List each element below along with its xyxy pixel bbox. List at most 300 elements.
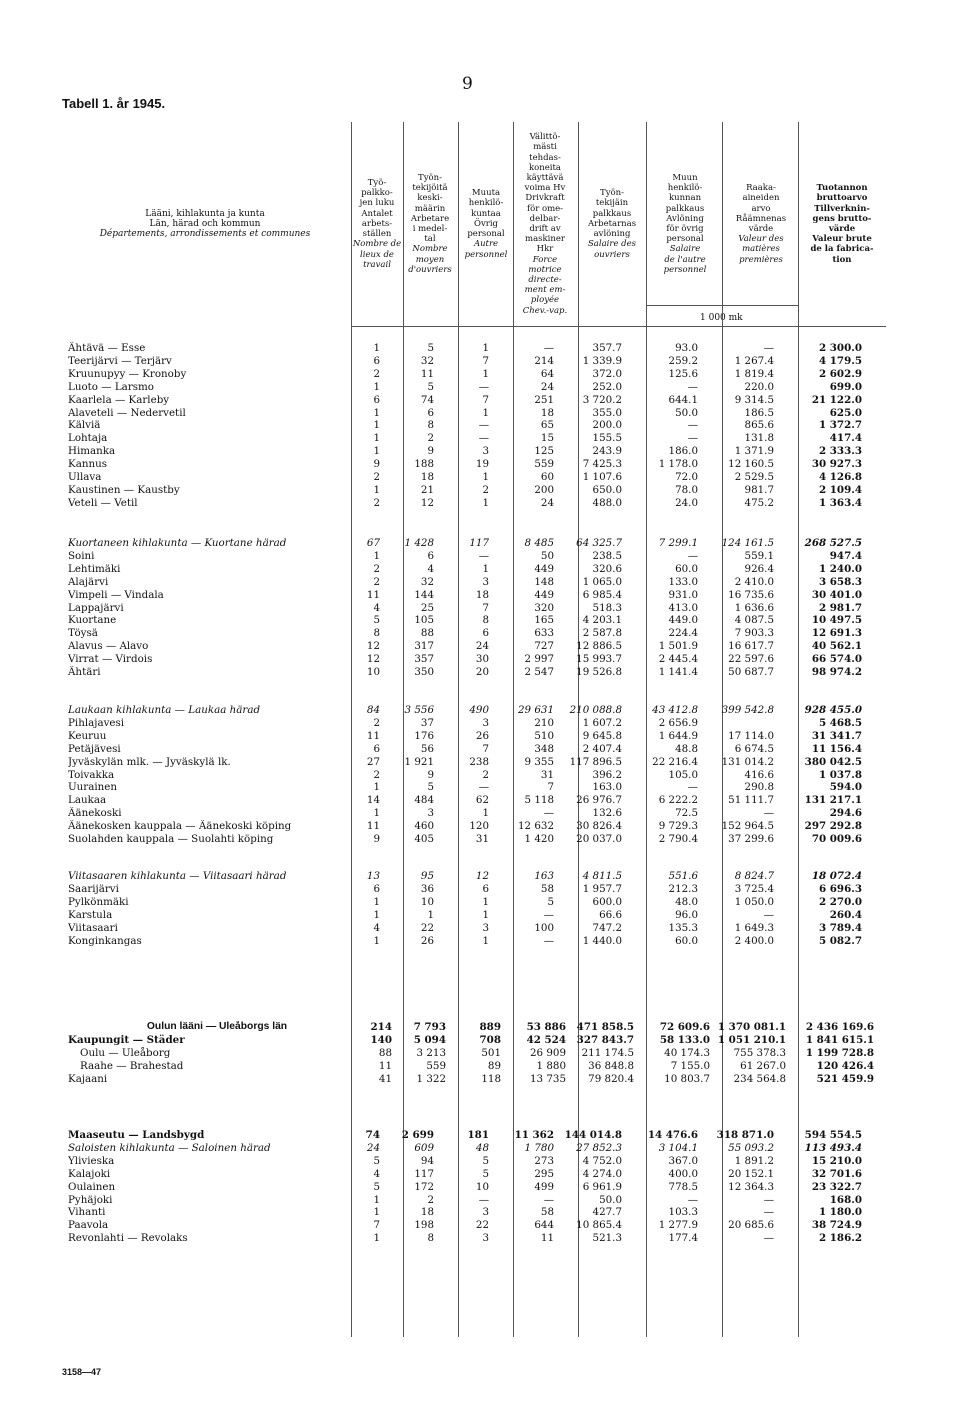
- value-cell: 699.0: [829, 380, 862, 393]
- value-cell: 9 314.5: [734, 393, 774, 406]
- row-name: Kalajoki: [68, 1167, 111, 1180]
- value-cell: 2 407.4: [582, 742, 622, 755]
- value-cell: 475.2: [744, 496, 774, 509]
- value-cell: —: [687, 781, 698, 794]
- table-row: [68, 870, 862, 883]
- value-cell: 1: [373, 406, 380, 419]
- table-row: [68, 355, 862, 368]
- value-cell: 56: [420, 742, 434, 755]
- value-cell: 350: [414, 666, 434, 679]
- value-cell: 10: [366, 666, 380, 679]
- header-other-salaries: [648, 124, 722, 324]
- value-cell: 1: [373, 380, 380, 393]
- table-row: [68, 922, 862, 935]
- value-cell: 3 556: [404, 704, 434, 716]
- data-section: [68, 704, 862, 846]
- value-cell: 778.5: [668, 1180, 698, 1193]
- header-line: maskiner: [525, 234, 565, 245]
- value-cell: 58: [540, 882, 554, 895]
- value-cell: 24: [475, 640, 489, 653]
- row-name: Oulun lääni — Uleåborgs län: [146, 1021, 288, 1032]
- value-cell: 2 400.0: [734, 934, 774, 947]
- value-cell: 21 122.0: [811, 393, 862, 406]
- value-cell: 238.5: [592, 549, 622, 562]
- value-cell: 31: [540, 768, 554, 781]
- row-name: Lehtimäki: [68, 562, 121, 575]
- value-cell: —: [478, 1193, 489, 1206]
- table-row: [68, 896, 862, 909]
- header-line: keski-: [417, 193, 443, 204]
- row-name: Ähtävä — Esse: [68, 342, 146, 354]
- value-cell: 1: [373, 419, 380, 432]
- value-cell: 1 141.4: [658, 666, 698, 679]
- row-name: Lappajärvi: [68, 601, 124, 614]
- table-row: [68, 833, 862, 846]
- value-cell: 131 014.2: [721, 755, 774, 768]
- value-cell: 67: [366, 537, 380, 549]
- header-line: Autre: [473, 239, 499, 250]
- value-cell: 243.9: [592, 445, 622, 458]
- value-cell: 2 699: [401, 1129, 434, 1141]
- row-name: Karstula: [68, 908, 113, 921]
- value-cell: 413.0: [668, 601, 698, 614]
- table-row: [68, 794, 862, 807]
- value-cell: 124 161.5: [721, 537, 774, 549]
- table-row: [68, 807, 862, 820]
- value-cell: 100: [534, 921, 554, 934]
- value-cell: 214: [534, 354, 554, 367]
- value-cell: 747.2: [592, 921, 622, 934]
- value-cell: 7 299.1: [658, 537, 698, 549]
- value-cell: 23 322.7: [811, 1180, 862, 1193]
- header-line: personal: [467, 229, 505, 240]
- header-line: travail: [363, 259, 391, 270]
- value-cell: 144: [414, 588, 434, 601]
- value-cell: 7: [482, 393, 489, 406]
- value-cell: 931.0: [668, 588, 698, 601]
- header-line: Valeur des: [738, 234, 784, 245]
- value-cell: 1: [482, 562, 489, 575]
- value-cell: 22 216.4: [652, 755, 698, 768]
- value-cell: 1 180.0: [819, 1206, 862, 1219]
- value-cell: 4: [373, 1167, 380, 1180]
- row-name: Äänekosken kauppala — Äänekoski köping: [68, 820, 292, 833]
- value-cell: 399 542.8: [721, 704, 774, 716]
- value-cell: 74: [365, 1129, 380, 1141]
- table-row: [68, 1194, 862, 1207]
- value-cell: 650.0: [592, 483, 622, 496]
- value-cell: 238: [469, 755, 489, 768]
- value-cell: 499: [534, 1180, 554, 1193]
- value-cell: 37: [420, 716, 434, 729]
- header-line: Työ-: [367, 178, 387, 189]
- value-cell: 135.3: [668, 921, 698, 934]
- value-cell: 212.3: [668, 882, 698, 895]
- value-cell: 2 109.4: [819, 483, 862, 496]
- value-cell: 355.0: [592, 406, 622, 419]
- value-cell: 320.6: [592, 562, 622, 575]
- value-cell: 10: [475, 1180, 489, 1193]
- value-cell: 7: [373, 1219, 380, 1232]
- value-cell: 24: [540, 496, 554, 509]
- value-cell: 501: [481, 1046, 501, 1059]
- value-cell: 7: [482, 354, 489, 367]
- value-cell: 367.0: [668, 1154, 698, 1167]
- data-section: [68, 1021, 874, 1086]
- table-row: [68, 1181, 862, 1194]
- value-cell: 1 240.0: [819, 562, 862, 575]
- header-line: jen luku: [359, 198, 395, 209]
- header-other-personnel: [460, 124, 512, 324]
- value-cell: 3: [482, 921, 489, 934]
- value-cell: 1: [373, 1232, 380, 1245]
- value-cell: 1: [373, 445, 380, 458]
- table-row: [68, 820, 862, 833]
- value-cell: 214: [370, 1021, 392, 1033]
- value-cell: 2 656.9: [658, 716, 698, 729]
- value-cell: 155.5: [592, 432, 622, 445]
- value-cell: 2 333.3: [819, 445, 862, 458]
- value-cell: 19 526.8: [576, 666, 622, 679]
- value-cell: 1 880: [536, 1059, 566, 1072]
- value-cell: 79 820.4: [588, 1072, 634, 1085]
- value-cell: —: [763, 908, 774, 921]
- value-cell: 27 852.3: [576, 1141, 622, 1154]
- value-cell: 2: [482, 768, 489, 781]
- value-cell: 1: [373, 895, 380, 908]
- value-cell: 9 729.3: [658, 820, 698, 833]
- value-cell: 224.4: [668, 627, 698, 640]
- header-line: Nombre de: [352, 239, 402, 250]
- value-cell: 926.4: [744, 562, 774, 575]
- value-cell: 26: [475, 729, 489, 742]
- value-cell: 2 410.0: [734, 575, 774, 588]
- value-cell: 98 974.2: [811, 666, 862, 679]
- value-cell: 1: [373, 1206, 380, 1219]
- value-cell: 357.7: [592, 342, 622, 354]
- value-cell: 131.8: [744, 432, 774, 445]
- value-cell: 4: [373, 601, 380, 614]
- value-cell: 1 841 615.1: [805, 1033, 874, 1046]
- header-line: gens brutto-: [812, 213, 872, 224]
- value-cell: 16 735.6: [728, 588, 774, 601]
- value-cell: 12 632: [517, 820, 554, 833]
- value-cell: 5: [482, 1167, 489, 1180]
- value-cell: 1: [482, 471, 489, 484]
- value-cell: 8: [373, 627, 380, 640]
- value-cell: 2: [373, 768, 380, 781]
- value-cell: 1: [482, 908, 489, 921]
- value-cell: 1 780: [524, 1141, 554, 1154]
- row-name: Saarijärvi: [68, 882, 119, 895]
- header-line: matières: [742, 244, 780, 255]
- table-row: [68, 883, 862, 896]
- value-cell: 131 217.1: [804, 794, 862, 807]
- value-cell: 11: [378, 1059, 392, 1072]
- value-cell: 93.0: [675, 342, 698, 354]
- value-cell: 357: [414, 653, 434, 666]
- value-cell: 5: [547, 895, 554, 908]
- value-cell: 11 362: [514, 1129, 554, 1141]
- value-cell: 6: [373, 882, 380, 895]
- value-cell: 12 364.3: [728, 1180, 774, 1193]
- row-name: Soini: [68, 549, 95, 562]
- data-section: [68, 870, 862, 947]
- value-cell: 417.4: [829, 432, 862, 445]
- table-row: [68, 458, 862, 471]
- page-number: 9: [462, 74, 473, 94]
- value-cell: 163.0: [592, 781, 622, 794]
- value-cell: 3: [482, 1232, 489, 1245]
- value-cell: 1: [373, 908, 380, 921]
- value-cell: 5: [373, 614, 380, 627]
- value-cell: 120: [469, 820, 489, 833]
- value-cell: 865.6: [744, 419, 774, 432]
- table-row: [68, 432, 862, 445]
- header-line: avlöning: [593, 229, 631, 240]
- value-cell: 947.4: [829, 549, 862, 562]
- header-line: Force: [532, 254, 558, 265]
- value-cell: 29 631: [517, 704, 554, 716]
- header-line: Län, härad och kommun: [149, 218, 261, 229]
- value-cell: 117: [414, 1167, 434, 1180]
- value-cell: 38 724.9: [811, 1219, 862, 1232]
- value-cell: 30: [475, 653, 489, 666]
- value-cell: 78.0: [675, 483, 698, 496]
- value-cell: 6: [373, 354, 380, 367]
- value-cell: 48: [475, 1141, 489, 1154]
- value-cell: —: [543, 908, 554, 921]
- table-row: [68, 1142, 862, 1155]
- value-cell: 318 871.0: [716, 1129, 774, 1141]
- table-row: [68, 781, 862, 794]
- table-row: [68, 445, 862, 458]
- value-cell: 1 891.2: [734, 1154, 774, 1167]
- value-cell: 24: [366, 1141, 380, 1154]
- row-name: Laukaa: [68, 794, 107, 807]
- table-row: [68, 717, 862, 730]
- data-section: [68, 1129, 862, 1245]
- header-raw-materials: [724, 124, 798, 324]
- value-cell: 18: [420, 1206, 434, 1219]
- value-cell: 30 826.4: [576, 820, 622, 833]
- value-cell: 210: [534, 716, 554, 729]
- header-line: kunnan: [668, 193, 702, 204]
- value-cell: 13: [366, 870, 380, 882]
- row-name: Kaustinen — Kaustby: [68, 483, 180, 496]
- value-cell: 2 529.5: [734, 471, 774, 484]
- table-row: [68, 756, 862, 769]
- value-cell: 11: [366, 588, 380, 601]
- header-line: henkilö-: [468, 198, 504, 209]
- value-cell: 7 425.3: [582, 458, 622, 471]
- value-cell: 117 896.5: [569, 755, 622, 768]
- value-cell: 1: [482, 895, 489, 908]
- value-cell: 74: [420, 393, 434, 406]
- value-cell: 10 497.5: [811, 614, 862, 627]
- header-line: koneita: [529, 162, 561, 173]
- value-cell: 105.0: [668, 768, 698, 781]
- header-line: arvo: [751, 203, 771, 214]
- row-name: Laukaan kihlakunta — Laukaa härad: [68, 704, 261, 716]
- value-cell: —: [687, 549, 698, 562]
- value-cell: 320: [534, 601, 554, 614]
- value-cell: 510: [534, 729, 554, 742]
- value-cell: 594 554.5: [804, 1129, 862, 1141]
- value-cell: 61 267.0: [740, 1059, 786, 1072]
- row-name: Ullava: [68, 471, 102, 484]
- header-line: Salaire des: [587, 239, 637, 250]
- header-line: Työn-: [418, 172, 442, 183]
- value-cell: 48.0: [675, 895, 698, 908]
- value-cell: 1 051 210.1: [717, 1033, 786, 1046]
- value-cell: 125.6: [668, 367, 698, 380]
- value-cell: 118: [481, 1072, 501, 1085]
- value-cell: —: [543, 1193, 554, 1206]
- value-cell: 1: [482, 342, 489, 354]
- row-name: Paavola: [68, 1219, 109, 1232]
- value-cell: 1 178.0: [658, 458, 698, 471]
- table-row: [68, 1129, 862, 1142]
- value-cell: 981.7: [744, 483, 774, 496]
- value-cell: 1: [373, 1193, 380, 1206]
- value-cell: 12 886.5: [576, 640, 622, 653]
- header-line: tekijäin: [595, 198, 629, 209]
- value-cell: 220.0: [744, 380, 774, 393]
- header-line: palkko-: [361, 188, 393, 199]
- table-row: [68, 550, 862, 563]
- value-cell: 51 111.7: [728, 794, 774, 807]
- value-cell: 7: [482, 742, 489, 755]
- value-cell: 140: [370, 1033, 392, 1046]
- table-row: [68, 666, 862, 679]
- value-cell: 6 674.5: [734, 742, 774, 755]
- header-line: motrice: [528, 264, 562, 275]
- value-cell: 4: [373, 921, 380, 934]
- header-line: Tuotannon: [816, 183, 868, 194]
- value-cell: 1: [427, 908, 434, 921]
- value-cell: 26 909: [529, 1046, 566, 1059]
- header-line: henkilö-: [667, 183, 703, 194]
- value-cell: 2: [482, 483, 489, 496]
- value-cell: 521.3: [592, 1232, 622, 1245]
- row-name: Keuruu: [68, 729, 107, 742]
- value-cell: 471 858.5: [576, 1021, 634, 1033]
- value-cell: 1 372.7: [819, 419, 862, 432]
- value-cell: 64 325.7: [576, 537, 622, 549]
- table-row: [68, 653, 862, 666]
- value-cell: 186.0: [668, 445, 698, 458]
- value-cell: 4 274.0: [582, 1167, 622, 1180]
- value-cell: 2 300.0: [819, 342, 862, 354]
- table-row: [68, 935, 862, 948]
- value-cell: 1 050.0: [734, 895, 774, 908]
- header-line: ställen: [362, 229, 392, 240]
- header-line: Välittö-: [529, 132, 561, 143]
- value-cell: 176: [414, 729, 434, 742]
- value-cell: 66 574.0: [811, 653, 862, 666]
- value-cell: 2 602.9: [819, 367, 862, 380]
- value-cell: —: [687, 380, 698, 393]
- value-cell: —: [543, 807, 554, 820]
- value-cell: 3: [482, 575, 489, 588]
- value-cell: 259.2: [668, 354, 698, 367]
- value-cell: 6: [482, 882, 489, 895]
- header-line: Muuta: [471, 188, 501, 199]
- value-cell: 15 993.7: [576, 653, 622, 666]
- value-cell: 1 636.6: [734, 601, 774, 614]
- value-cell: 10: [420, 895, 434, 908]
- header-line: Muun: [672, 172, 698, 183]
- value-cell: 84: [366, 704, 380, 716]
- header-line: drift av: [529, 224, 561, 234]
- table-row: [68, 419, 862, 432]
- value-cell: 380 042.5: [804, 755, 862, 768]
- value-cell: 348: [534, 742, 554, 755]
- value-cell: 14: [366, 794, 380, 807]
- header-line: personnel: [464, 249, 508, 260]
- value-cell: 210 088.8: [569, 704, 622, 716]
- header-line: kuntaa: [471, 208, 501, 219]
- value-cell: 427.7: [592, 1206, 622, 1219]
- value-cell: 2: [373, 367, 380, 380]
- value-cell: 15 210.0: [811, 1154, 862, 1167]
- table-row: [68, 1232, 862, 1245]
- table-row: [68, 614, 862, 627]
- row-name: Ähtäri: [68, 666, 101, 679]
- value-cell: 2 270.0: [819, 895, 862, 908]
- value-cell: 11: [540, 1232, 554, 1245]
- value-cell: 4 811.5: [582, 870, 622, 882]
- value-cell: 2 436 169.6: [805, 1021, 874, 1033]
- value-cell: 600.0: [592, 895, 622, 908]
- value-cell: 10 865.4: [576, 1219, 622, 1232]
- value-cell: 53 886: [526, 1021, 566, 1033]
- table-row: [68, 368, 862, 381]
- value-cell: 16 617.7: [728, 640, 774, 653]
- header-line: tehdas-: [529, 152, 561, 163]
- value-cell: 644: [534, 1219, 554, 1232]
- value-cell: 5: [427, 342, 434, 354]
- value-cell: 449: [534, 588, 554, 601]
- value-cell: 181: [467, 1129, 489, 1141]
- row-name: Äänekoski: [68, 807, 122, 820]
- value-cell: 2 790.4: [658, 833, 698, 846]
- value-cell: 1 957.7: [582, 882, 622, 895]
- value-cell: 132.6: [592, 807, 622, 820]
- value-cell: 3: [482, 1206, 489, 1219]
- value-cell: 125: [534, 445, 554, 458]
- value-cell: 12: [475, 870, 489, 882]
- value-cell: 559: [534, 458, 554, 471]
- header-line: ployée: [530, 295, 560, 306]
- value-cell: —: [478, 549, 489, 562]
- value-cell: 2: [373, 471, 380, 484]
- table-row: [68, 1073, 874, 1086]
- value-cell: 727: [534, 640, 554, 653]
- value-cell: 295: [534, 1167, 554, 1180]
- table-row: [68, 743, 862, 756]
- row-name: Pylkönmäki: [68, 895, 129, 908]
- header-line: ment em-: [524, 285, 566, 296]
- value-cell: 62: [475, 794, 489, 807]
- header-line: tal: [424, 234, 436, 245]
- value-cell: 4 752.0: [582, 1154, 622, 1167]
- value-cell: 64: [540, 367, 554, 380]
- value-cell: 200: [534, 483, 554, 496]
- value-cell: 163: [534, 870, 554, 882]
- value-cell: 7: [482, 601, 489, 614]
